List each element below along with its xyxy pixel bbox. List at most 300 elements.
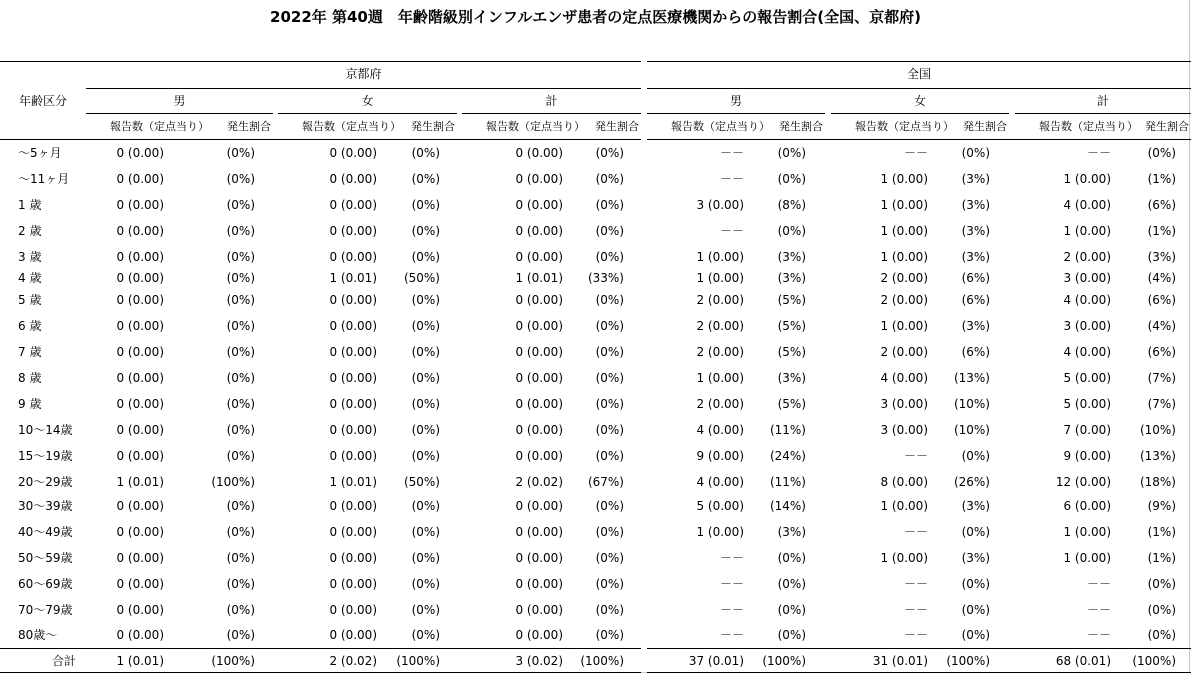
table-row-count: －－: [719, 172, 744, 186]
table-row-count: 0 (0.00): [515, 293, 563, 307]
sex-header: 男: [173, 94, 186, 108]
table-row-count: 0 (0.00): [116, 423, 164, 437]
table-row-ratio: (0%): [777, 146, 806, 160]
table-row-ratio: (3%): [961, 224, 990, 238]
table-row-age-label: 5 歳: [18, 293, 42, 307]
table-row-ratio: (6%): [1147, 293, 1176, 307]
table-row-ratio: (5%): [777, 345, 806, 359]
table-row-ratio: (6%): [961, 293, 990, 307]
table-row-ratio: (1%): [1147, 551, 1176, 565]
table-row-count: 0 (0.00): [116, 172, 164, 186]
table-row-ratio: (0%): [961, 525, 990, 539]
table-row-ratio: (0%): [226, 198, 255, 212]
table-row-count: －－: [719, 551, 744, 565]
table-row-ratio: (0%): [226, 250, 255, 264]
table-row-ratio: (11%): [769, 475, 806, 489]
total-top-rule: [0, 648, 641, 649]
table-row-ratio: (0%): [961, 146, 990, 160]
table-row-ratio: (0%): [226, 345, 255, 359]
total-row-count: 68 (0.01): [1055, 654, 1111, 668]
table-row-ratio: (4%): [1147, 271, 1176, 285]
table-row-ratio: (0%): [961, 628, 990, 642]
table-row-count: 0 (0.00): [329, 224, 377, 238]
table-row-ratio: (6%): [1147, 198, 1176, 212]
table-bottom-rule-national: [647, 672, 1191, 673]
table-row-count: 0 (0.00): [515, 250, 563, 264]
sex-rule-3: [647, 113, 825, 114]
table-row-age-label: 30～39歳: [18, 499, 73, 513]
table-row-count: －－: [719, 577, 744, 591]
table-row-count: 0 (0.00): [329, 198, 377, 212]
ratio-column-header: 発生割合: [963, 120, 1007, 133]
table-row-count: 1 (0.00): [880, 551, 928, 565]
count-column-header: 報告数（定点当り）: [110, 120, 209, 133]
table-row-count: 0 (0.00): [116, 551, 164, 565]
table-row-count: 4 (0.00): [1063, 345, 1111, 359]
table-row-ratio: (3%): [777, 271, 806, 285]
table-row-ratio: (8%): [777, 198, 806, 212]
table-row-ratio: (0%): [411, 577, 440, 591]
table-row-ratio: (1%): [1147, 172, 1176, 186]
table-row-count: 0 (0.00): [329, 293, 377, 307]
table-row-count: －－: [1086, 146, 1111, 160]
header-bottom-rule: [0, 139, 641, 140]
table-row-ratio: (0%): [595, 551, 624, 565]
table-row-ratio: (33%): [587, 271, 624, 285]
table-row-ratio: (0%): [777, 224, 806, 238]
table-row-count: 0 (0.00): [116, 293, 164, 307]
table-row-count: －－: [903, 525, 928, 539]
total-row-ratio: (100%): [211, 654, 255, 668]
table-row-ratio: (0%): [411, 250, 440, 264]
table-row-ratio: (100%): [211, 475, 255, 489]
table-row-count: 0 (0.00): [329, 397, 377, 411]
table-row-ratio: (0%): [1147, 577, 1176, 591]
table-row-count: 4 (0.00): [696, 423, 744, 437]
total-row-ratio: (100%): [1132, 654, 1176, 668]
table-row-ratio: (0%): [226, 577, 255, 591]
table-row-count: 0 (0.00): [116, 198, 164, 212]
table-row-count: 0 (0.00): [116, 603, 164, 617]
table-row-ratio: (0%): [961, 603, 990, 617]
ratio-column-header: 発生割合: [779, 120, 823, 133]
table-row-count: 1 (0.00): [696, 271, 744, 285]
table-row-age-label: 3 歳: [18, 250, 42, 264]
table-row-count: －－: [719, 603, 744, 617]
table-row-count: 1 (0.00): [880, 319, 928, 333]
table-row-count: 9 (0.00): [1063, 449, 1111, 463]
table-row-count: －－: [903, 449, 928, 463]
sex-header: 女: [913, 94, 926, 108]
table-row-ratio: (0%): [595, 319, 624, 333]
table-row-count: 0 (0.00): [329, 603, 377, 617]
table-row-age-label: ～11ヶ月: [18, 172, 70, 186]
table-row-count: －－: [903, 146, 928, 160]
table-row-count: 0 (0.00): [116, 250, 164, 264]
table-row-ratio: (0%): [595, 172, 624, 186]
table-row-ratio: (0%): [1147, 603, 1176, 617]
table-row-ratio: (0%): [411, 345, 440, 359]
table-row-count: 0 (0.00): [515, 198, 563, 212]
table-row-count: －－: [1086, 603, 1111, 617]
region-rule-kyoto: [86, 88, 641, 89]
table-row-count: 0 (0.00): [515, 345, 563, 359]
table-row-ratio: (0%): [226, 449, 255, 463]
table-row-count: 0 (0.00): [329, 250, 377, 264]
table-row-count: 0 (0.00): [515, 551, 563, 565]
table-row-ratio: (5%): [777, 397, 806, 411]
table-row-count: 12 (0.00): [1055, 475, 1111, 489]
table-row-ratio: (0%): [411, 198, 440, 212]
table-row-ratio: (11%): [769, 423, 806, 437]
table-row-count: 0 (0.00): [116, 371, 164, 385]
sex-rule-1: [278, 113, 457, 114]
sex-header: 男: [729, 94, 742, 108]
ratio-column-header: 発生割合: [595, 120, 639, 133]
table-row-ratio: (1%): [1147, 525, 1176, 539]
sex-header: 女: [361, 94, 374, 108]
header-bottom-rule-national: [647, 139, 1191, 140]
table-row-count: －－: [1086, 577, 1111, 591]
table-row-ratio: (6%): [961, 345, 990, 359]
table-row-count: 0 (0.00): [116, 271, 164, 285]
table-row-ratio: (0%): [595, 628, 624, 642]
table-row-count: 0 (0.00): [116, 146, 164, 160]
table-row-count: －－: [1086, 628, 1111, 642]
table-row-count: 2 (0.00): [696, 397, 744, 411]
table-row-count: 1 (0.00): [880, 172, 928, 186]
table-row-age-label: 9 歳: [18, 397, 42, 411]
table-row-count: 2 (0.00): [1063, 250, 1111, 264]
table-row-count: 0 (0.00): [116, 224, 164, 238]
table-row-age-label: ～5ヶ月: [18, 146, 62, 160]
table-row-count: 1 (0.01): [515, 271, 563, 285]
region-header-kyoto: 京都府: [345, 67, 382, 81]
table-row-count: 0 (0.00): [329, 371, 377, 385]
table-row-count: 0 (0.00): [116, 525, 164, 539]
table-row-ratio: (0%): [411, 603, 440, 617]
table-row-count: 0 (0.00): [515, 397, 563, 411]
table-row-ratio: (0%): [595, 397, 624, 411]
table-row-ratio: (0%): [411, 224, 440, 238]
table-row-ratio: (24%): [769, 449, 806, 463]
table-row-count: －－: [719, 146, 744, 160]
table-row-count: －－: [719, 628, 744, 642]
table-row-count: 0 (0.00): [329, 423, 377, 437]
table-row-count: 1 (0.00): [880, 250, 928, 264]
table-row-count: 0 (0.00): [116, 499, 164, 513]
table-row-count: 1 (0.00): [696, 371, 744, 385]
sex-header: 計: [1096, 94, 1109, 108]
table-row-ratio: (0%): [411, 423, 440, 437]
table-row-count: 2 (0.00): [696, 293, 744, 307]
table-row-count: 0 (0.00): [515, 525, 563, 539]
table-row-count: 1 (0.00): [1063, 224, 1111, 238]
count-column-header: 報告数（定点当り）: [855, 120, 954, 133]
table-row-count: 3 (0.00): [880, 423, 928, 437]
table-row-age-label: 2 歳: [18, 224, 42, 238]
table-row-ratio: (0%): [595, 525, 624, 539]
table-row-ratio: (0%): [961, 449, 990, 463]
table-row-ratio: (0%): [595, 293, 624, 307]
table-row-ratio: (7%): [1147, 371, 1176, 385]
table-row-count: 0 (0.00): [515, 423, 563, 437]
total-row-count: 3 (0.02): [515, 654, 563, 668]
table-row-ratio: (14%): [769, 499, 806, 513]
table-row-ratio: (0%): [411, 146, 440, 160]
table-row-count: 0 (0.00): [329, 551, 377, 565]
table-row-ratio: (0%): [226, 397, 255, 411]
table-row-count: －－: [719, 224, 744, 238]
report-title: 2022年 第40週 年齢階級別インフルエンザ患者の定点医療機関からの報告割合(全国、京都府): [270, 8, 921, 26]
region-rule-national: [647, 88, 1191, 89]
table-row-count: 0 (0.00): [116, 449, 164, 463]
table-row-ratio: (0%): [226, 146, 255, 160]
table-row-count: 6 (0.00): [1063, 499, 1111, 513]
table-row-ratio: (0%): [1147, 146, 1176, 160]
table-row-ratio: (0%): [411, 551, 440, 565]
table-row-count: 1 (0.00): [880, 224, 928, 238]
table-row-count: 0 (0.00): [515, 224, 563, 238]
table-row-ratio: (0%): [411, 449, 440, 463]
table-row-ratio: (9%): [1147, 499, 1176, 513]
table-row-ratio: (0%): [595, 146, 624, 160]
table-row-count: 3 (0.00): [1063, 271, 1111, 285]
table-row-count: 0 (0.00): [329, 628, 377, 642]
table-row-ratio: (3%): [777, 371, 806, 385]
table-row-count: 0 (0.00): [329, 172, 377, 186]
table-row-count: 0 (0.00): [116, 397, 164, 411]
table-row-age-label: 50～59歳: [18, 551, 73, 565]
table-row-count: 7 (0.00): [1063, 423, 1111, 437]
table-row-ratio: (0%): [226, 551, 255, 565]
table-row-count: 0 (0.00): [116, 319, 164, 333]
table-row-ratio: (13%): [953, 371, 990, 385]
table-row-ratio: (0%): [595, 499, 624, 513]
table-row-ratio: (0%): [411, 628, 440, 642]
table-row-ratio: (6%): [1147, 345, 1176, 359]
age-column-header: 年齢区分: [18, 94, 67, 108]
table-row-age-label: 10～14歳: [18, 423, 73, 437]
table-row-count: 2 (0.00): [696, 345, 744, 359]
table-row-ratio: (10%): [953, 397, 990, 411]
ratio-column-header: 発生割合: [1145, 120, 1189, 133]
total-row-label: 合計: [52, 654, 77, 668]
table-row-ratio: (0%): [411, 499, 440, 513]
table-row-count: 4 (0.00): [1063, 293, 1111, 307]
table-row-count: 1 (0.00): [1063, 525, 1111, 539]
table-row-count: 1 (0.01): [329, 271, 377, 285]
total-row-count: 2 (0.02): [329, 654, 377, 668]
total-row-ratio: (100%): [946, 654, 990, 668]
table-row-age-label: 40～49歳: [18, 525, 73, 539]
table-row-ratio: (4%): [1147, 319, 1176, 333]
table-row-ratio: (0%): [595, 198, 624, 212]
region-header-national: 全国: [906, 67, 931, 81]
table-row-count: 9 (0.00): [696, 449, 744, 463]
table-row-count: 0 (0.00): [515, 499, 563, 513]
table-row-count: 2 (0.00): [880, 345, 928, 359]
table-row-ratio: (3%): [961, 551, 990, 565]
table-row-age-label: 8 歳: [18, 371, 42, 385]
table-row-ratio: (0%): [226, 525, 255, 539]
table-row-ratio: (0%): [595, 449, 624, 463]
table-row-ratio: (0%): [226, 603, 255, 617]
table-row-count: 0 (0.00): [329, 525, 377, 539]
table-row-count: －－: [903, 603, 928, 617]
table-row-ratio: (0%): [1147, 628, 1176, 642]
table-row-ratio: (0%): [226, 271, 255, 285]
table-row-count: 0 (0.00): [515, 172, 563, 186]
table-row-ratio: (5%): [777, 319, 806, 333]
table-row-ratio: (0%): [226, 423, 255, 437]
sex-rule-4: [831, 113, 1009, 114]
total-row-count: 1 (0.01): [116, 654, 164, 668]
table-row-ratio: (0%): [226, 172, 255, 186]
table-row-ratio: (0%): [411, 525, 440, 539]
table-row-age-label: 15～19歳: [18, 449, 73, 463]
table-row-ratio: (18%): [1139, 475, 1176, 489]
table-row-ratio: (0%): [595, 345, 624, 359]
table-row-age-label: 20～29歳: [18, 475, 73, 489]
table-row-count: 0 (0.00): [515, 319, 563, 333]
table-row-ratio: (0%): [226, 224, 255, 238]
table-row-count: 5 (0.00): [696, 499, 744, 513]
table-row-ratio: (50%): [403, 271, 440, 285]
table-row-ratio: (3%): [961, 319, 990, 333]
table-row-count: 2 (0.00): [880, 293, 928, 307]
count-column-header: 報告数（定点当り）: [302, 120, 401, 133]
sex-rule-2: [462, 113, 641, 114]
count-column-header: 報告数（定点当り）: [1039, 120, 1138, 133]
table-row-age-label: 80歳～: [18, 628, 58, 642]
table-row-count: 0 (0.00): [329, 499, 377, 513]
total-top-rule-national: [647, 648, 1191, 649]
count-column-header: 報告数（定点当り）: [671, 120, 770, 133]
table-row-ratio: (1%): [1147, 224, 1176, 238]
table-row-count: 1 (0.00): [696, 250, 744, 264]
table-row-ratio: (5%): [777, 293, 806, 307]
table-row-ratio: (13%): [1139, 449, 1176, 463]
table-row-count: 1 (0.01): [329, 475, 377, 489]
table-row-ratio: (0%): [777, 577, 806, 591]
table-row-ratio: (0%): [226, 319, 255, 333]
table-row-ratio: (0%): [595, 423, 624, 437]
table-row-ratio: (0%): [777, 628, 806, 642]
table-row-count: 0 (0.00): [116, 577, 164, 591]
table-row-ratio: (3%): [1147, 250, 1176, 264]
table-row-ratio: (3%): [961, 250, 990, 264]
table-row-count: 0 (0.00): [329, 449, 377, 463]
table-row-count: 1 (0.00): [1063, 172, 1111, 186]
table-row-count: 1 (0.00): [880, 499, 928, 513]
table-row-age-label: 70～79歳: [18, 603, 73, 617]
table-row-count: 0 (0.00): [515, 371, 563, 385]
table-row-ratio: (50%): [403, 475, 440, 489]
table-row-age-label: 1 歳: [18, 198, 42, 212]
table-row-ratio: (0%): [226, 628, 255, 642]
table-row-count: 0 (0.00): [515, 628, 563, 642]
table-row-ratio: (3%): [777, 525, 806, 539]
table-row-count: 3 (0.00): [696, 198, 744, 212]
table-row-count: 1 (0.00): [880, 198, 928, 212]
table-row-count: 1 (0.00): [696, 525, 744, 539]
table-row-count: 2 (0.02): [515, 475, 563, 489]
table-row-count: 0 (0.00): [329, 577, 377, 591]
table-row-count: 2 (0.00): [696, 319, 744, 333]
table-row-count: 4 (0.00): [880, 371, 928, 385]
table-row-ratio: (0%): [777, 172, 806, 186]
table-row-ratio: (0%): [411, 397, 440, 411]
table-top-rule: [0, 61, 641, 62]
total-row-ratio: (100%): [762, 654, 806, 668]
table-row-age-label: 4 歳: [18, 271, 42, 285]
table-row-ratio: (0%): [777, 603, 806, 617]
table-row-ratio: (3%): [777, 250, 806, 264]
total-row-ratio: (100%): [580, 654, 624, 668]
table-row-ratio: (0%): [595, 577, 624, 591]
sex-header: 計: [545, 94, 558, 108]
count-column-header: 報告数（定点当り）: [486, 120, 585, 133]
table-row-age-label: 60～69歳: [18, 577, 73, 591]
table-row-count: 5 (0.00): [1063, 371, 1111, 385]
table-row-ratio: (0%): [411, 293, 440, 307]
table-row-count: －－: [903, 577, 928, 591]
table-row-ratio: (3%): [961, 172, 990, 186]
table-row-count: 0 (0.00): [329, 345, 377, 359]
table-row-ratio: (10%): [953, 423, 990, 437]
sex-rule-5: [1015, 113, 1191, 114]
table-row-count: 1 (0.01): [116, 475, 164, 489]
table-row-ratio: (0%): [226, 371, 255, 385]
table-top-rule-national: [647, 61, 1191, 62]
table-row-age-label: 6 歳: [18, 319, 42, 333]
table-row-ratio: (7%): [1147, 397, 1176, 411]
table-row-count: 3 (0.00): [880, 397, 928, 411]
table-row-count: 8 (0.00): [880, 475, 928, 489]
total-row-count: 37 (0.01): [688, 654, 744, 668]
table-row-count: 4 (0.00): [1063, 198, 1111, 212]
table-row-ratio: (26%): [953, 475, 990, 489]
table-row-ratio: (0%): [411, 319, 440, 333]
sex-rule-0: [86, 113, 273, 114]
table-row-age-label: 7 歳: [18, 345, 42, 359]
table-row-ratio: (0%): [595, 250, 624, 264]
table-row-ratio: (0%): [411, 172, 440, 186]
ratio-column-header: 発生割合: [227, 120, 271, 133]
table-row-count: 0 (0.00): [116, 345, 164, 359]
table-row-ratio: (0%): [226, 499, 255, 513]
table-row-count: －－: [903, 628, 928, 642]
table-row-ratio: (0%): [777, 551, 806, 565]
table-row-count: 0 (0.00): [116, 628, 164, 642]
table-row-ratio: (0%): [961, 577, 990, 591]
table-bottom-rule: [0, 672, 641, 673]
table-row-ratio: (3%): [961, 499, 990, 513]
table-row-count: 3 (0.00): [1063, 319, 1111, 333]
ratio-column-header: 発生割合: [411, 120, 455, 133]
table-row-count: 0 (0.00): [515, 603, 563, 617]
table-row-ratio: (0%): [226, 293, 255, 307]
table-row-ratio: (3%): [961, 198, 990, 212]
table-row-ratio: (0%): [595, 371, 624, 385]
table-row-ratio: (0%): [411, 371, 440, 385]
table-row-ratio: (10%): [1139, 423, 1176, 437]
table-row-count: 1 (0.00): [1063, 551, 1111, 565]
table-row-count: 0 (0.00): [515, 449, 563, 463]
total-row-ratio: (100%): [396, 654, 440, 668]
total-row-count: 31 (0.01): [872, 654, 928, 668]
